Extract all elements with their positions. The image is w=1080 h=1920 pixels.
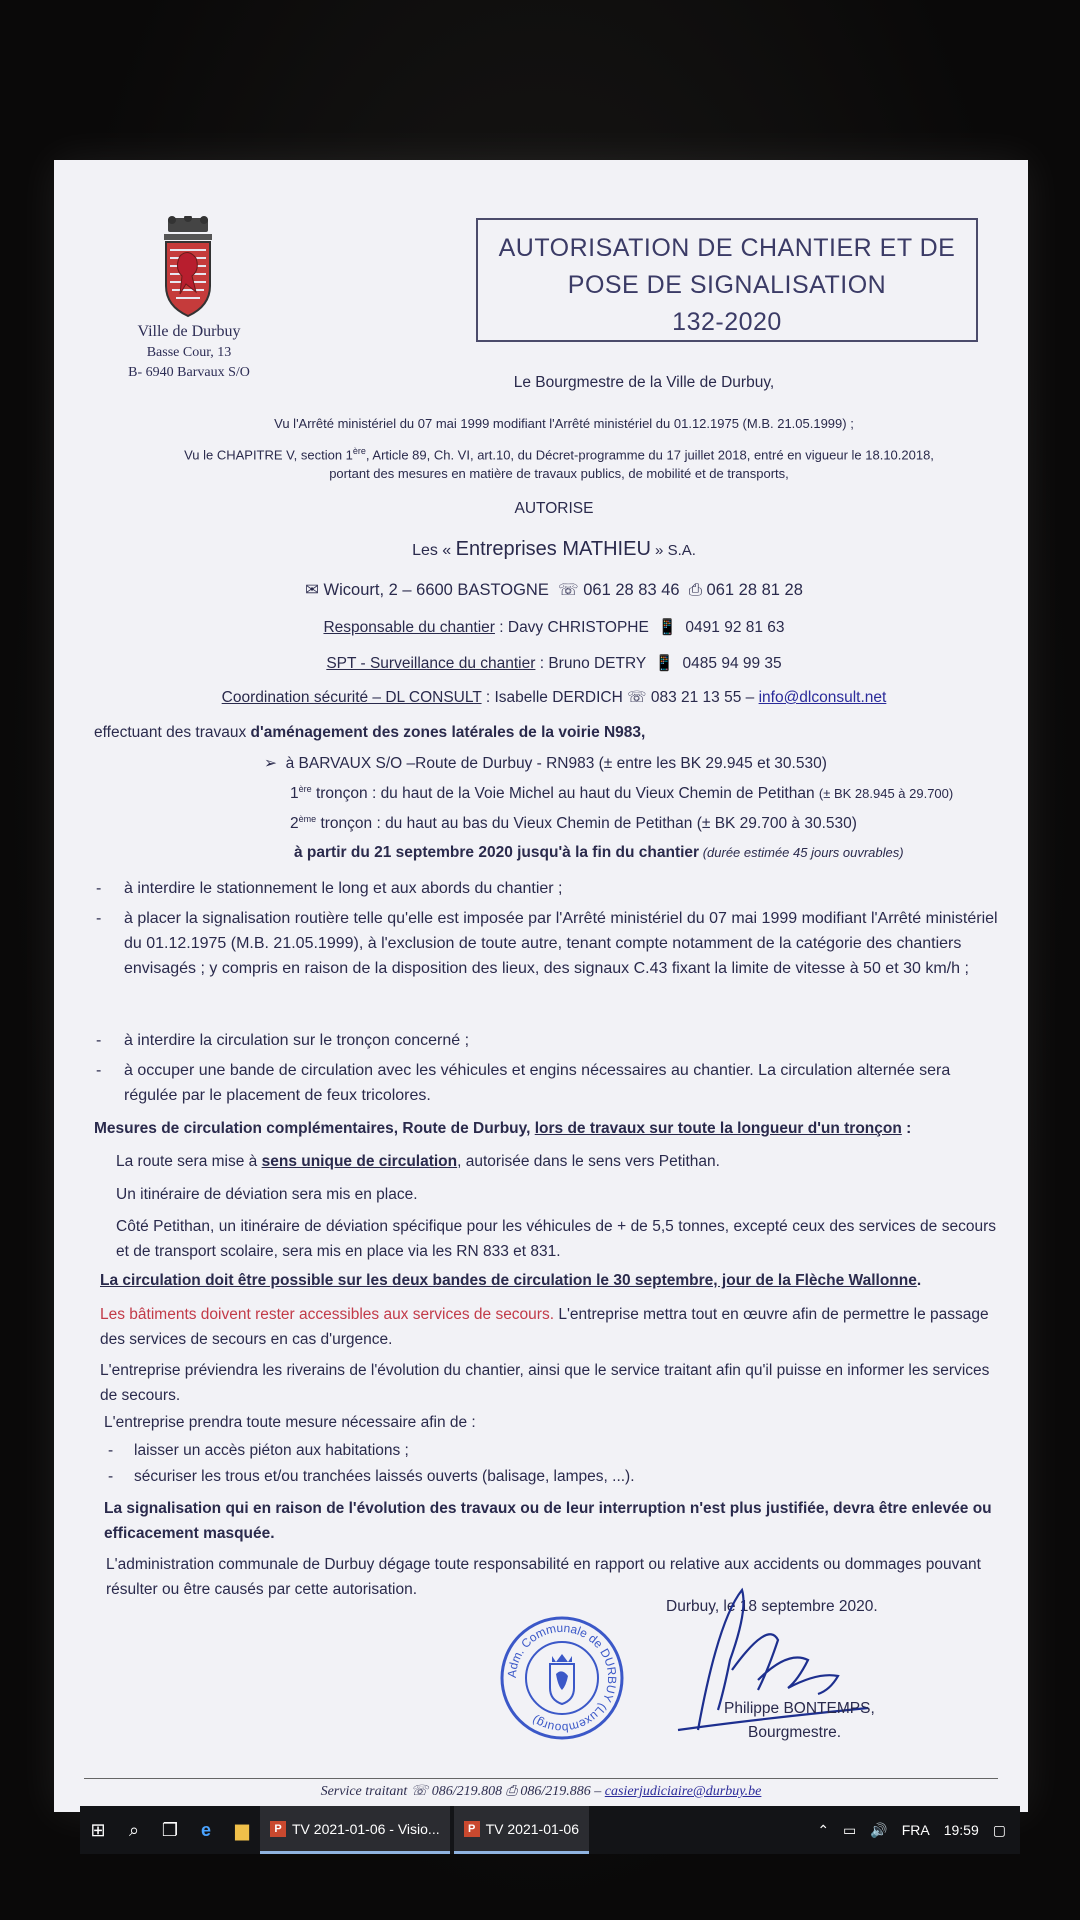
city-address-block: [114, 320, 264, 384]
signatory-name: Philippe BONTEMPS,: [724, 1700, 875, 1717]
envelope-icon: ✉: [305, 581, 319, 599]
mesures-heading: Mesures de circulation complémentaires, Route de Durbuy, lors de travaux sur toute la longueur d'un tronçon :: [94, 1120, 912, 1137]
document-page: [54, 160, 1028, 1812]
footer-divider: [84, 1778, 998, 1779]
language-indicator[interactable]: FRA: [901, 1822, 930, 1838]
vu-arrete: Vu l'Arrêté ministériel du 07 mai 1999 modifiant l'Arrêté ministériel du 01.12.1975 (M.B. 21.05.1999) ;: [274, 416, 854, 431]
phone-icon: ☏: [410, 1784, 429, 1799]
search-icon[interactable]: ⌕: [128, 1819, 140, 1840]
autorise-heading: AUTORISE: [514, 500, 594, 517]
footer: Service traitant ☏ 086/219.808 ⎙ 086/219.886 – casierjudiciaire@durbuy.be: [320, 1784, 762, 1799]
works-description: effectuant des travaux d'aménagement des zones latérales de la voirie N983,: [94, 724, 646, 741]
signalisation-paragraph: La signalisation qui en raison de l'évolution des travaux ou de leur interruption n'est plus justifiée, devra être enlevée ou efficacement masquée.: [104, 1500, 992, 1542]
title-line-2: POSE DE SIGNALISATION: [567, 271, 887, 299]
city-postcode: B- 6940 Barvaux S/O: [128, 365, 250, 381]
powerpoint-icon: P: [464, 1821, 480, 1837]
task-view-icon[interactable]: ❐: [161, 1819, 179, 1840]
company-name-line: Les « Entreprises MATHIEU » S.A.: [412, 538, 696, 560]
svg-text:Adm. Communale de DURBUY (Luxe: Adm. Communale de DURBUY (Luxembourg): [504, 1620, 620, 1736]
signatory-role: Bourgmestre.: [748, 1724, 842, 1741]
phone-icon: ☏: [558, 581, 579, 599]
condition-item: - à interdire la circulation sur le tronçon concerné ;: [96, 1032, 470, 1049]
fax-icon: ⎙: [688, 581, 702, 599]
vu-portant: portant des mesures en matière de travaux publics, de mobilité et de transports,: [329, 466, 789, 481]
place-date: Durbuy, le 18 septembre 2020.: [666, 1598, 878, 1615]
petithan-paragraph: Côté Petithan, un itinéraire de déviation spécifique pour les véhicules de + de 5,5 tonnes, excepté ceux des services de secours et de transport scolaire, sera mis en place via les RN 833 et 831.: [116, 1218, 996, 1260]
chevron-up-icon[interactable]: ⌃: [817, 1821, 830, 1838]
clock[interactable]: 19:59: [943, 1822, 979, 1838]
sens-unique-line: La route sera mise à sens unique de circulation, autorisée dans le sens vers Petithan.: [116, 1153, 720, 1170]
powerpoint-icon: P: [270, 1821, 286, 1837]
windows-start-icon[interactable]: ⊞: [90, 1819, 106, 1840]
taskbar-app-visio[interactable]: P TV 2021-01-06 - Visio...: [260, 1806, 450, 1854]
title-line-3: 132-2020: [672, 308, 782, 336]
file-explorer-icon[interactable]: ▆: [235, 1819, 249, 1840]
fleche-wallonne-notice: La circulation doit être possible sur les deux bandes de circulation le 30 septembre, jour de la Flèche Wallonne.: [100, 1272, 922, 1289]
condition-item: - à interdire le stationnement le long et aux abords du chantier ;: [96, 880, 563, 897]
condition-item: - à occuper une bande de circulation avec les véhicules et engins nécessaires au chantier. La circulation alternée sera régulée par le placement de feux tricolores.: [96, 1062, 951, 1104]
system-tray: [817, 1822, 1020, 1839]
admin-paragraph: L'administration communale de Durbuy dégage toute responsabilité en rapport ou relative aux accidents ou dommages pouvant résulter ou être causés par cette autorisation.: [106, 1556, 981, 1598]
responsable-line: Responsable du chantier : Davy CHRISTOPHE 📱 0491 92 81 63: [323, 619, 785, 636]
windows-taskbar: [80, 1806, 1020, 1854]
condition-item: - à placer la signalisation routière telle qu'elle est imposée par l'Arrêté ministériel du 07 mai 1999 modifiant l'Arrêté ministériel du 01.12.1975 (M.B. 21.05.1999), à l'exclusion de toute autre, tenant compte notamment de la catégorie des chantiers envisagés ; y compris en raison de la disposition des lieux, des signaux C.43 fixant la limite de vitesse à 50 et 30 km/h ;: [96, 910, 998, 977]
screen: [54, 160, 1028, 1812]
coordination-email-link[interactable]: info@dlconsult.net: [758, 689, 887, 706]
vu-chapitre: Vu le CHAPITRE V, section 1ère, Article 89, Ch. VI, art.10, du Décret-programme du 17 juillet 2018, entré en vigueur le 18.10.2018,: [184, 446, 934, 463]
works-period: à partir du 21 septembre 2020 jusqu'à la fin du chantier (durée estimée 45 jours ouvrables): [294, 844, 904, 861]
footer-email-link[interactable]: casierjudiciaire@durbuy.be: [604, 1784, 762, 1799]
durbuy-crest-icon: [158, 216, 218, 320]
taskbar-app-tv[interactable]: P TV 2021-01-06: [454, 1806, 589, 1854]
mesure-intro: L'entreprise prendra toute mesure nécessaire afin de :: [104, 1414, 476, 1431]
batiments-paragraph: Les bâtiments doivent rester accessibles aux services de secours. L'entreprise mettra tout en œuvre afin de permettre le passage des services de secours en cas d'urgence.: [100, 1306, 989, 1348]
document-title-box: [476, 218, 978, 342]
municipal-seal-icon: [498, 1614, 626, 1742]
mesure-item: - laisser un accès piéton aux habitations ;: [108, 1442, 409, 1459]
phone-icon: ☏: [627, 689, 647, 706]
notification-icon[interactable]: ▢: [992, 1821, 1006, 1838]
city-name: Ville de Durbuy: [137, 323, 241, 340]
battery-icon[interactable]: ▭: [843, 1821, 857, 1838]
volume-icon[interactable]: 🔊: [870, 1821, 888, 1838]
troncon-2: 2ème tronçon : du haut au bas du Vieux Chemin de Petithan (± BK 29.700 à 30.530): [290, 814, 857, 833]
mesure-item: - sécuriser les trous et/ou tranchées laissés ouverts (balisage, lampes, ...).: [108, 1468, 635, 1485]
troncon-1: 1ère tronçon : du haut de la Voie Michel au haut du Vieux Chemin de Petithan (± BK 28.945 à 29.700): [290, 784, 954, 803]
mobile-phone-icon: 📱: [657, 619, 677, 636]
spt-line: SPT - Surveillance du chantier : Bruno DETRY 📱 0485 94 99 35: [326, 655, 782, 672]
riverains-paragraph: L'entreprise préviendra les riverains de l'évolution du chantier, ainsi que le service traitant afin qu'il puisse en informer les services de secours.: [100, 1362, 990, 1404]
arrow-bullet-icon: ➢: [264, 755, 277, 772]
bourgmestre-line: Le Bourgmestre de la Ville de Durbuy,: [513, 374, 775, 391]
fax-icon: ⎙: [505, 1784, 517, 1799]
deviation-line: Un itinéraire de déviation sera mis en place.: [116, 1186, 418, 1203]
edge-browser-icon[interactable]: e: [200, 1819, 211, 1840]
coordination-line: Coordination sécurité – DL CONSULT : Isabelle DERDICH ☏ 083 21 13 55 – info@dlconsult.net: [221, 689, 887, 706]
works-location: ➢ à BARVAUX S/O –Route de Durbuy - RN983 (± entre les BK 29.945 et 30.530): [264, 755, 827, 772]
city-street: Basse Cour, 13: [146, 345, 232, 361]
mobile-phone-icon: 📱: [654, 655, 674, 672]
company-contact-line: ✉ Wicourt, 2 – 6600 BASTOGNE ☏ 061 28 83 46 ⎙ 061 28 81 28: [305, 581, 803, 599]
title-line-1: AUTORISATION DE CHANTIER ET DE: [498, 234, 956, 262]
